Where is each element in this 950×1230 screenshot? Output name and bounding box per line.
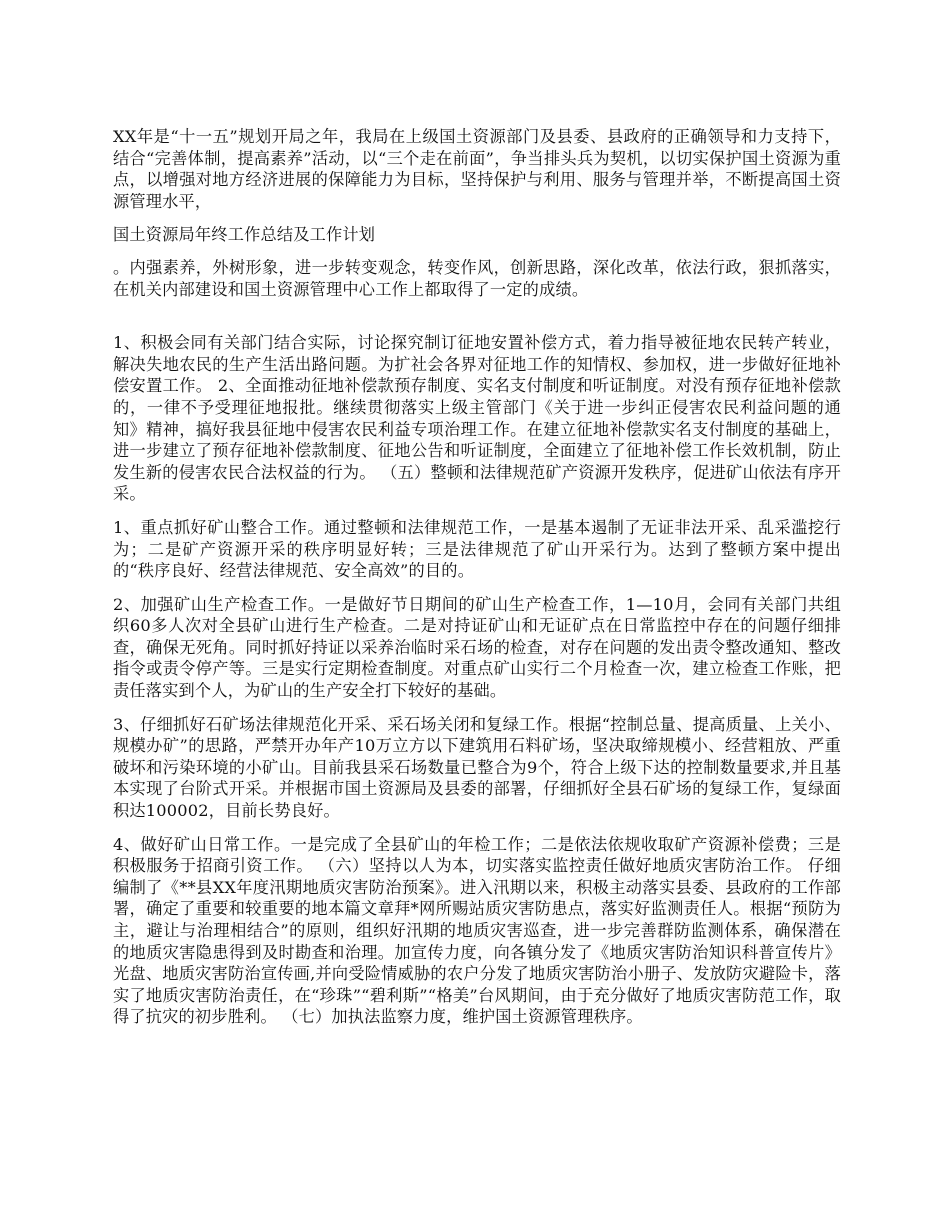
land-compensation-paragraph: 1、积极会同有关部门结合实际，讨论探究制订征地安置补偿方式，着力指导被征地农民转产转业，解决失地农民的生产生活出路问题。为扩社会各界对征地工作的知情权、参加权，进一步做好征地补偿安置工作。 2、全面推动征地补偿款预存制度、实名支付制度和听证制度。对没有预存征地补偿款的，一律不予受理征地报批。继续贯彻落实上级主管部门《关于进一步纠正侵害农民利益问题的通知》精神，搞好我县征地中侵害农民利益专项治理工作。在建立征地补偿款实名支付制度的基础上，进一步建立了预存征地补偿款制度、征地公告和听证制度，全面建立了征地补偿工作长效机制，防止发生新的侵害农民合法权益的行为。 （五）整顿和法律规范矿产资源开发秩序，促进矿山依法有序开采。 (113, 333, 841, 504)
quarry-regulation-paragraph: 3、仔细抓好石矿场法律规范化开采、采石场关闭和复绿工作。根据“控制总量、提高质量、上关小、规模办矿”的思路，严禁开办年产10万立方以下建筑用石料矿场，坚决取缔规模小、经营粗放、严重破坏和污染环境的小矿山。目前我县采石场数量已整合为9个，符合上级下达的控制数量要求,并且基本实现了台阶式开采。并根据市国土资源局及县委的部署，仔细抓好全县石矿场的复绿工作，复绿面积达100002，目前长势良好。 (113, 714, 841, 821)
mine-daily-work-paragraph: 4、做好矿山日常工作。一是完成了全县矿山的年检工作；二是依法依规收取矿产资源补偿费；三是积极服务于招商引资工作。 （六）坚持以人为本，切实落实监控责任做好地质灾害防治工作。 仔细编制了《**县XX年度汛期地质灾害防治预案》。进入汛期以来，积极主动落实县委、县政府的工作部署，确定了重要和较重要的地本篇文章拜*网所赐站质灾害防患点，落实好监测责任人。根据“预防为主，避让与治理相结合”的原则，组织好汛期的地质灾害巡查，进一步完善群防监测体系，确保潜在的地质灾害隐患得到及时勘查和治理。加宣传力度，向各镇分发了《地质灾害防治知识科普宣传片》光盘、地质灾害防治宣传画,并向受险情威胁的农户分发了地质灾害防治小册子、发放防灾避险卡，落实了地质灾害防治责任，在“珍珠”“碧利斯”“格美”台风期间，由于充分做好了地质灾害防范工作，取得了抗灾的初步胜利。 （七）加执法监察力度，维护国土资源管理秩序。 (113, 834, 841, 1027)
intro-paragraph: XX年是“十一五”规划开局之年，我局在上级国土资源部门及县委、县政府的正确领导和力支持下，结合“完善体制，提高素养”活动，以“三个走在前面”，争当排头兵为契机，以切实保护国土资源为重点，以增强对地方经济进展的保障能力为目标，坚持保护与利用、服务与管理并举，不断提高国土资源管理水平， (113, 127, 841, 211)
document-body (113, 126, 841, 1040)
summary-paragraph: 。内强素养，外树形象，进一步转变观念，转变作风，创新思路，深化改革，依法行政，狠抓落实，在机关内部建设和国土资源管理中心工作上都取得了一定的成绩。 (113, 257, 841, 299)
document-title: 国土资源局年终工作总结及工作计划 (113, 225, 376, 245)
mine-inspection-paragraph: 2、加强矿山生产检查工作。一是做好节日期间的矿山生产检查工作，1—10月，会同有关部门共组织60多人次对全县矿山进行生产检查。二是对持证矿山和无证矿点在日常监控中存在的问题仔细排查，确保无死角。同时抓好持证以采养治临时采石场的检查，对存在问题的发出责令整改通知、整改指令或责令停产等。三是实行定期检查制度。对重点矿山实行二个月检查一次，建立检查工作账，把责任落实到个人，为矿山的生产安全打下较好的基础。 (113, 594, 841, 701)
mine-integration-paragraph: 1、重点抓好矿山整合工作。通过整顿和法律规范工作，一是基本遏制了无证非法开采、乱采滥挖行为；二是矿产资源开采的秩序明显好转；三是法律规范了矿山开采行为。达到了整顿方案中提出的“秩序良好、经营法律规范、安全高效”的目的。 (113, 517, 841, 581)
